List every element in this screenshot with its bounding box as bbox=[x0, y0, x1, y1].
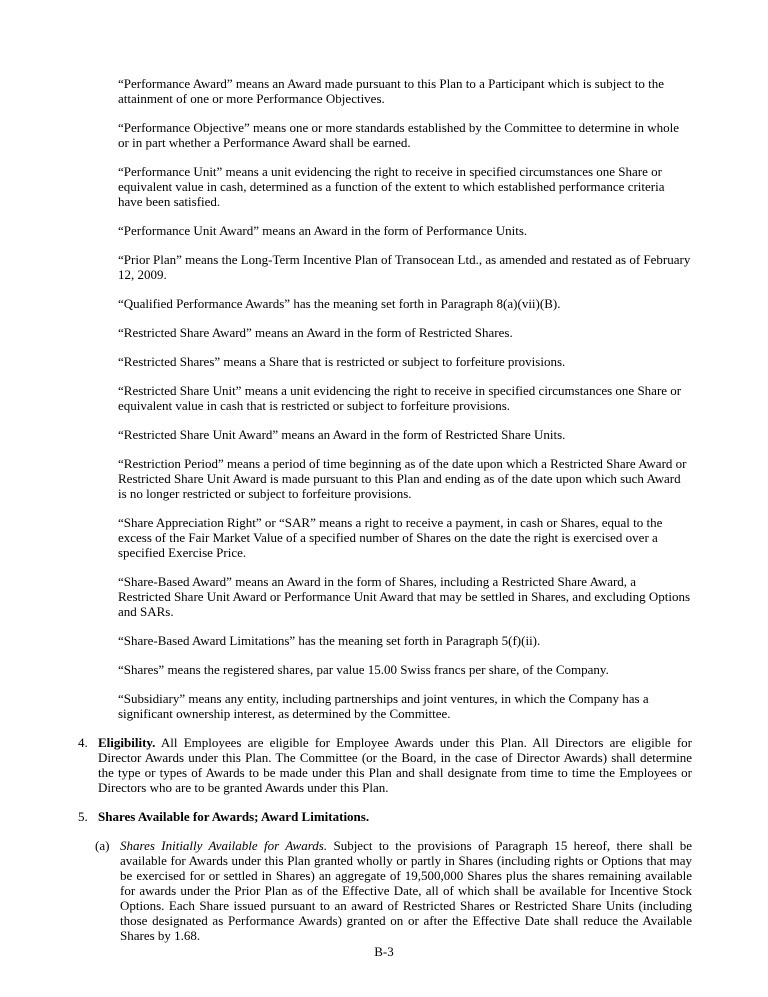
definition-paragraph: “Prior Plan” means the Long-Term Incentive Plan of Transocean Ltd., as amended and restated as of February 12, 2009. bbox=[118, 252, 691, 282]
section-body: All Employees are eligible for Employee Awards under this Plan. All Directors are eligible for Director Awards under this Plan. The Committee (or the Board, in the case of Director Awards) shall determine the type or types of Awards to be made under this Plan and shall designate from time to time the Employees or Directors who are to be granted Awards under this Plan. bbox=[98, 735, 692, 795]
definition-paragraph: “Restriction Period” means a period of time beginning as of the date upon which a Restricted Share Award or Restricted Share Unit Award is made pursuant to this Plan and ending as of the date upon which such Award is no longer restricted or subject to forfeiture provisions. bbox=[118, 456, 687, 501]
subsection-heading: Shares Initially Available for Awards. bbox=[120, 838, 328, 853]
definition-paragraph: “Performance Unit” means a unit evidencing the right to receive in specified circumstances one Share or equivalent value in cash, determined as a function of the extent to which established performance criteria have been satisfied. bbox=[118, 164, 665, 209]
section-heading: Eligibility. bbox=[98, 735, 156, 750]
section-text bbox=[98, 809, 692, 824]
page-number: B-3 bbox=[374, 944, 394, 959]
definition-paragraph: “Performance Award” means an Award made pursuant to this Plan to a Participant which is subject to the attainment of one or more Performance Objectives. bbox=[118, 76, 664, 106]
section-heading: Shares Available for Awards; Award Limitations. bbox=[98, 809, 370, 824]
definition-paragraph: “Performance Objective” means one or more standards established by the Committee to determine in whole or in part whether a Performance Award shall be earned. bbox=[118, 120, 679, 150]
section-number: 5. bbox=[78, 809, 88, 824]
section-text bbox=[98, 735, 692, 795]
definition-paragraph: “Share-Based Award Limitations” has the meaning set forth in Paragraph 5(f)(ii). bbox=[118, 633, 541, 648]
section-5-shares-available bbox=[78, 809, 692, 824]
subsection-body: Subject to the provisions of Paragraph 15 hereof, there shall be available for Awards under this Plan granted wholly or partly in Shares (including rights or Options that may be exercised for or settled in Shares) an aggregate of 19,500,000 Shares plus the shares remaining available for awards under the Prior Plan as of the Effective Date, all of which shall be available for Incentive Stock Options. Each Share issued pursuant to an award of Restricted Shares or Restricted Share Units (including those designated as Performance Awards) granted on or after the Effective Date shall reduce the Available Shares by 1.68. bbox=[120, 838, 693, 943]
definition-paragraph: “Restricted Share Award” means an Award in the form of Restricted Shares. bbox=[118, 325, 513, 340]
definition-paragraph: “Restricted Shares” means a Share that is restricted or subject to forfeiture provisions. bbox=[118, 354, 566, 369]
definition-paragraph: “Qualified Performance Awards” has the meaning set forth in Paragraph 8(a)(vii)(B). bbox=[118, 296, 561, 311]
section-4-eligibility bbox=[78, 735, 692, 795]
definition-paragraph: “Restricted Share Unit Award” means an Award in the form of Restricted Share Units. bbox=[118, 427, 566, 442]
definition-paragraph: “Performance Unit Award” means an Award in the form of Performance Units. bbox=[118, 223, 528, 238]
subsection-label: (a) bbox=[95, 838, 110, 853]
subsection-text bbox=[120, 838, 692, 943]
subsection-a-shares-initially-available bbox=[95, 838, 692, 943]
definitions-section bbox=[0, 76, 768, 721]
definition-paragraph: “Subsidiary” means any entity, including partnerships and joint ventures, in which the Company has a significant ownership interest, as determined by the Committee. bbox=[118, 691, 649, 721]
definition-paragraph: “Shares” means the registered shares, par value 15.00 Swiss francs per share, of the Company. bbox=[118, 662, 609, 677]
definition-paragraph: “Share-Based Award” means an Award in the form of Shares, including a Restricted Share Award, a Restricted Share Unit Award or Performance Unit Award that may be settled in Shares, and excluding Options and SARs. bbox=[118, 574, 690, 619]
definition-paragraph: “Share Appreciation Right” or “SAR” means a right to receive a payment, in cash or Shares, equal to the excess of the Fair Market Value of a specified number of Shares on the date the right is exercised over a specified Exercise Price. bbox=[118, 515, 663, 560]
definition-paragraph: “Restricted Share Unit” means a unit evidencing the right to receive in specified circumstances one Share or equivalent value in cash that is restricted or subject to forfeiture provisions. bbox=[118, 383, 682, 413]
section-number: 4. bbox=[78, 735, 88, 750]
